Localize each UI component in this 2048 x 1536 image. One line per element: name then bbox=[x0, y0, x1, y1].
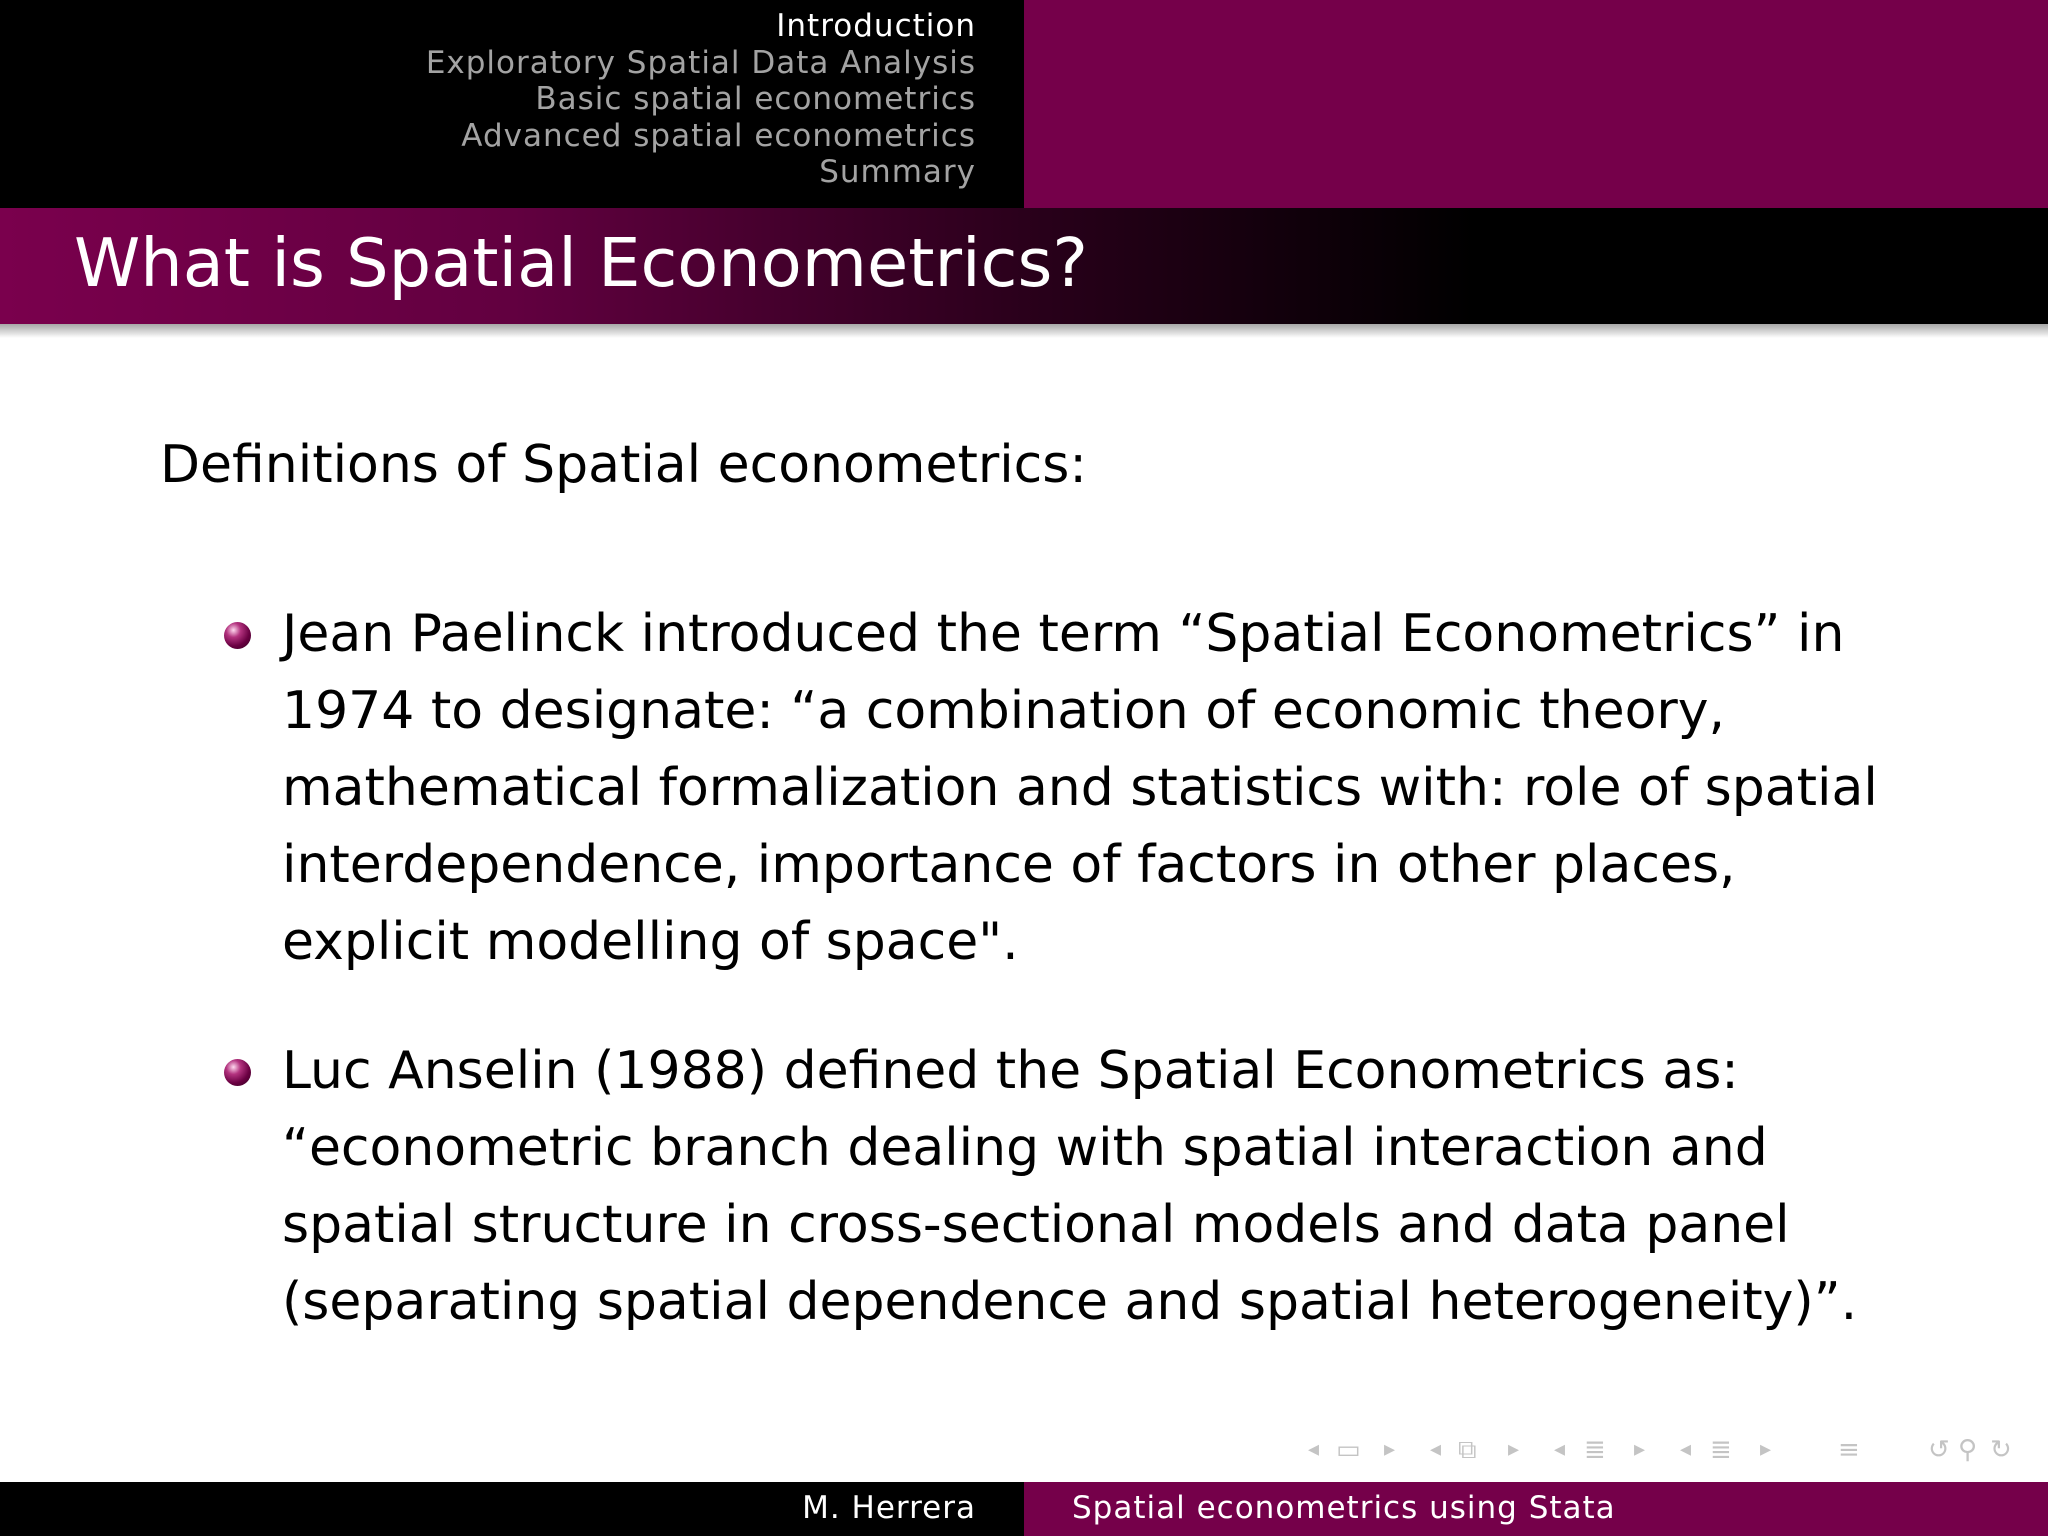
document-icon[interactable]: ≡ bbox=[1838, 1435, 1860, 1465]
subsection-icon[interactable]: ≣ bbox=[1584, 1435, 1606, 1465]
intro-text: Definitions of Spatial econometrics: bbox=[160, 435, 1087, 495]
bullet-text: Jean Paelinck introduced the term “Spatial Econometrics” in 1974 to designate: “a combination of economic theory, mathematical formalization and statistics with: role of spatial interdependence, importance of factors in other places, explicit modelling of space". bbox=[282, 604, 1878, 972]
arrow-left-icon[interactable]: ◂ bbox=[1680, 1437, 1692, 1462]
arrow-right-icon[interactable]: ▸ bbox=[1508, 1437, 1520, 1462]
slide-icon[interactable]: ▭ bbox=[1336, 1435, 1361, 1465]
bullet-ball-icon bbox=[224, 622, 251, 649]
frame-title: What is Spatial Econometrics? bbox=[74, 224, 1088, 302]
footer-title: Spatial econometrics using Stata bbox=[1072, 1490, 1616, 1526]
frame-stack-icon[interactable]: ⧉ bbox=[1458, 1435, 1477, 1465]
nav-section-summary[interactable]: Summary bbox=[819, 154, 976, 190]
nav-section-advanced[interactable]: Advanced spatial econometrics bbox=[461, 117, 976, 154]
arrow-left-icon[interactable]: ◂ bbox=[1554, 1437, 1566, 1462]
list-item bbox=[0, 596, 1922, 981]
section-navigation bbox=[426, 8, 976, 191]
nav-section-introduction[interactable]: Introduction bbox=[776, 8, 976, 44]
navigation-symbols bbox=[1300, 1432, 2040, 1468]
arrow-left-icon[interactable]: ◂ bbox=[1430, 1437, 1442, 1462]
footer-author: M. Herrera bbox=[802, 1490, 976, 1526]
arrow-right-icon[interactable]: ▸ bbox=[1634, 1437, 1646, 1462]
bullet-text: Luc Anselin (1988) defined the Spatial Econometrics as: “econometric branch dealing with spatial interaction and spatial structure in cross-sectional models and data panel (separating spatial dependence and spatial heterogeneity)”. bbox=[282, 1041, 1858, 1332]
header-nav-right bbox=[1024, 0, 2048, 208]
definition-list bbox=[0, 596, 1922, 1393]
redo-icon[interactable]: ↻ bbox=[1990, 1435, 2012, 1465]
title-bar-shadow bbox=[0, 324, 2048, 338]
search-icon[interactable]: ⚲ bbox=[1958, 1435, 1978, 1465]
list-item bbox=[0, 1033, 1922, 1341]
section-icon[interactable]: ≣ bbox=[1710, 1435, 1732, 1465]
arrow-right-icon[interactable]: ▸ bbox=[1384, 1437, 1396, 1462]
footer-right bbox=[1024, 1482, 2048, 1536]
undo-icon[interactable]: ↺ bbox=[1928, 1435, 1950, 1465]
footer-left bbox=[0, 1482, 1024, 1536]
arrow-right-icon[interactable]: ▸ bbox=[1760, 1437, 1772, 1462]
nav-section-esda[interactable]: Exploratory Spatial Data Analysis bbox=[425, 44, 976, 81]
header-nav-left bbox=[0, 0, 1024, 208]
nav-section-basic[interactable]: Basic spatial econometrics bbox=[535, 81, 976, 117]
arrow-left-icon[interactable]: ◂ bbox=[1308, 1437, 1320, 1462]
bullet-ball-icon bbox=[224, 1059, 251, 1086]
